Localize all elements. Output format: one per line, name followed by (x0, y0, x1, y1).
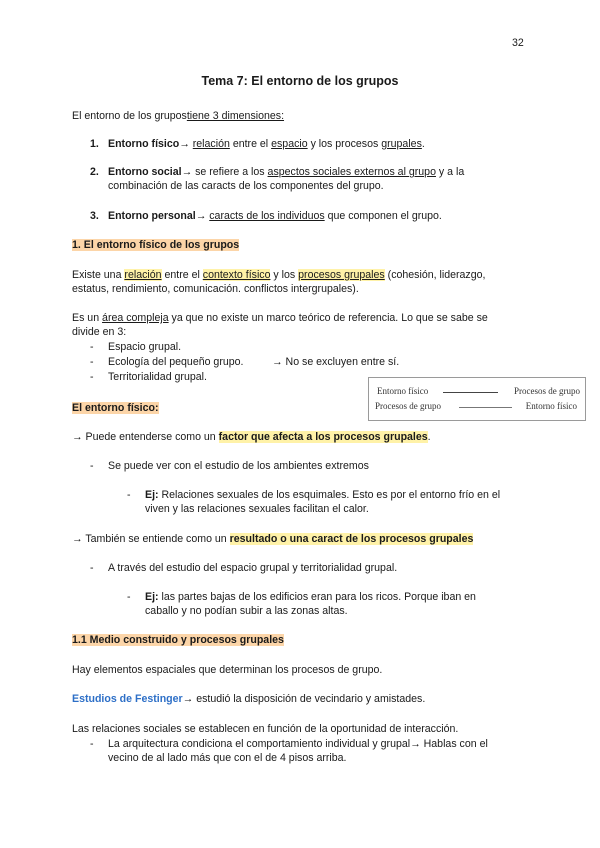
festinger-link: Estudios de Festinger (72, 693, 183, 705)
diagram-figure (368, 377, 586, 421)
example-item-line2: caballo y no podían subir a las zonas altas. (145, 605, 348, 617)
example-item: - Ej: Relaciones sexuales de los esquimales. Esto es por el entorno frío en el (127, 489, 501, 501)
list-note: → No se excluyen entre sí. (272, 356, 400, 368)
list-item: - La arquitectura condiciona el comportamiento individual y grupal→ Hablas con el (90, 738, 488, 750)
diagram-row2-left: Procesos de grupo (375, 401, 441, 411)
dimension-item-social-line2: combinación de las caracts de los componentes del grupo. (108, 180, 384, 192)
intro-paragraph: El entorno de los grupostiene 3 dimensiones: (72, 110, 285, 122)
paragraph-complex: Es un área compleja ya que no existe un marco teórico de referencia. Lo que se sabe se (72, 312, 488, 324)
list-item: - Se puede ver con el estudio de los ambientes extremos (90, 460, 369, 472)
page-title: Tema 7: El entorno de los grupos (201, 74, 399, 88)
paragraph-complex-line2: divide en 3: (72, 326, 127, 338)
list-item: - A través del estudio del espacio grupal y territorialidad grupal. (90, 562, 398, 574)
diagram-row1-left: Entorno físico (377, 386, 429, 396)
dimension-item-physical: 1. Entorno físico→ relación entre el espacio y los procesos grupales. (90, 138, 425, 150)
paragraph-spatial: Hay elementos espaciales que determinan los procesos de grupo. (72, 664, 383, 676)
paragraph-result: → También se entiende como un resultado o una caract de los procesos grupales (72, 533, 474, 545)
example-item: - Ej: las partes bajas de los edificios eran para los ricos. Porque iban en (127, 591, 476, 603)
diagram-row1-right: Procesos de grupo (514, 386, 580, 396)
diagram-arrow-line (459, 407, 512, 408)
subheading: El entorno físico: (72, 402, 159, 414)
paragraph-relation-line2: estatus, rendimiento, comunicación. conflictos intergrupales). (72, 283, 359, 295)
list-item: - Territorialidad grupal. (90, 371, 207, 383)
section-heading: 1. El entorno físico de los grupos (72, 239, 240, 251)
dimension-item-social: 2. Entorno social→ se refiere a los aspectos sociales externos al grupo y a la (90, 166, 465, 178)
dimension-item-personal: 3. Entorno personal→ caracts de los individuos que componen el grupo. (90, 210, 442, 222)
diagram-arrow-line (443, 392, 498, 393)
paragraph-relation: Existe una relación entre el contexto físico y los procesos grupales (cohesión, liderazgo, (72, 269, 486, 281)
section-heading: 1.1 Medio construido y procesos grupales (72, 634, 284, 646)
paragraph-factor: → Puede entenderse como un factor que afecta a los procesos grupales. (72, 431, 431, 443)
list-item-line2: vecino de al lado más que con el de 4 pisos arriba. (108, 752, 347, 764)
paragraph-relations: Las relaciones sociales se establecen en función de la oportunidad de interacción. (72, 723, 459, 735)
diagram-row2-right: Entorno físico (525, 401, 577, 411)
list-item: - Ecología del pequeño grupo. (90, 356, 244, 368)
example-item-line2: viven y las relaciones sexuales facilitan el calor. (145, 503, 369, 515)
paragraph-festinger: Estudios de Festinger→ estudió la disposición de vecindario y amistades. (72, 693, 426, 705)
list-item: - Espacio grupal. (90, 341, 182, 353)
page-number: 32 (512, 37, 524, 49)
